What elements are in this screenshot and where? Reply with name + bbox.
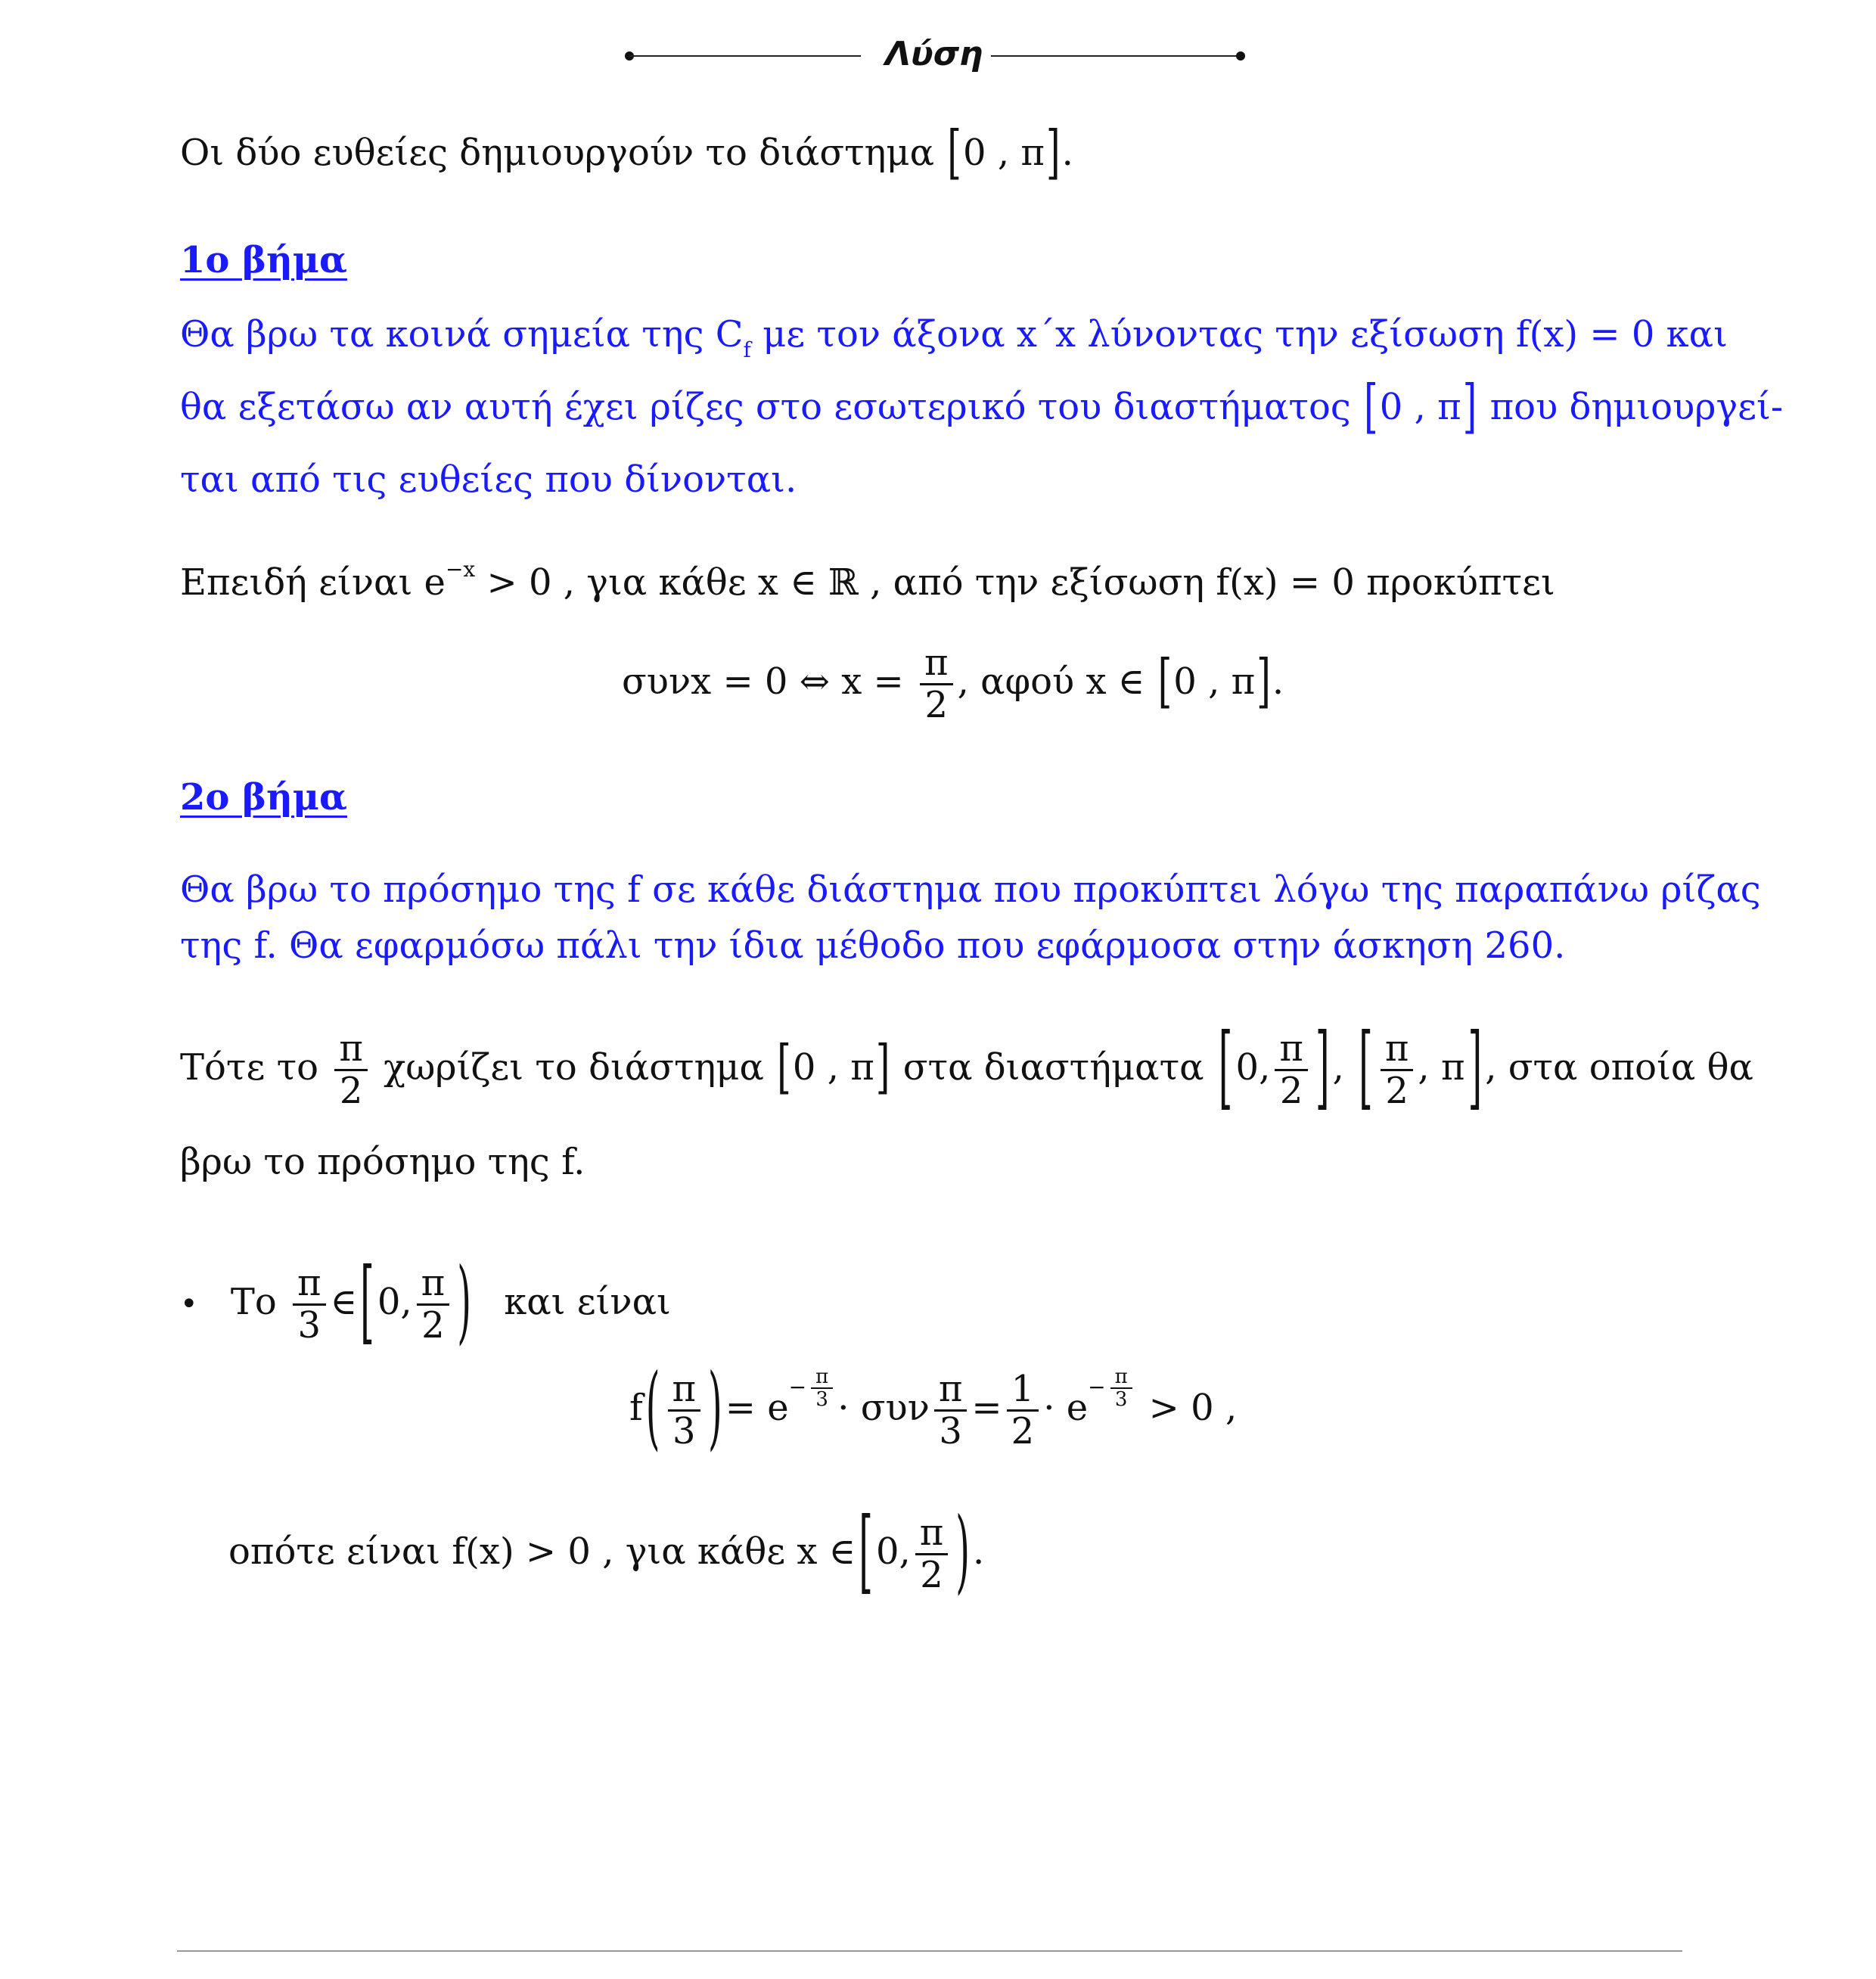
bracket-open: [ — [947, 119, 962, 187]
eq2-eq: = e — [725, 1386, 789, 1429]
header-right-dot — [1236, 51, 1245, 61]
bracket-open: [ — [859, 1498, 873, 1605]
then-a: Τότε το — [180, 1045, 319, 1089]
intro-interval: 0 , π — [963, 132, 1045, 174]
interval2-pi: , π — [1418, 1045, 1465, 1089]
step1-line2-b: που δημιουργεί- — [1489, 386, 1784, 428]
then-line — [180, 1014, 1753, 1120]
eq1-a: συνx = 0 ⇔ x = — [622, 660, 904, 703]
interval2-num: π — [1381, 1029, 1414, 1071]
since-sup: −x — [445, 557, 476, 582]
paren-open: ( — [645, 1354, 660, 1461]
bullet-a: Το — [230, 1280, 277, 1323]
eq2-syn-num: π — [934, 1369, 968, 1412]
interval1-fraction — [1275, 1029, 1308, 1111]
paren-close: ) — [955, 1498, 971, 1605]
eq1-interval: 0 , π — [1173, 660, 1256, 703]
intro-line — [180, 119, 1073, 187]
step1-line3: ται από τις ευθείες που δίνονται. — [180, 458, 797, 501]
interval2-fraction — [1381, 1029, 1414, 1111]
paren-close: ) — [708, 1354, 722, 1461]
bracket-open: [ — [1359, 1014, 1373, 1120]
bullet-in: ∈ — [330, 1280, 358, 1323]
bracket-close: ] — [1462, 373, 1477, 441]
bullet-zero: 0, — [377, 1280, 412, 1323]
step2-line2: της f. Θα εφαρμόσω πάλι την ίδια μέθοδο που εφάρμοσα στην άσκηση 260. — [180, 924, 1566, 967]
step1-line1-b: με τον άξονα x΄x λύνοντας την εξίσωση f(x) = 0 και — [750, 313, 1728, 356]
bullet-fraction-pi3 — [293, 1263, 326, 1346]
since-a: Επειδή είναι e — [180, 561, 446, 604]
then-interval: 0 , π — [792, 1045, 874, 1089]
so-line — [228, 1498, 985, 1605]
then-num: π — [334, 1029, 368, 1071]
bullet-num2: π — [417, 1263, 450, 1306]
so-zero: 0, — [875, 1530, 911, 1573]
bullet-den: 3 — [297, 1303, 321, 1347]
eq2-gt: > 0 , — [1148, 1386, 1238, 1429]
step2-heading: 2ο βήμα — [180, 776, 347, 819]
eq1-den: 2 — [924, 683, 949, 726]
eq1-fraction — [920, 643, 953, 725]
interval1-den: 2 — [1279, 1069, 1303, 1112]
interval1-zero: 0, — [1235, 1045, 1271, 1089]
eq2-fraction-syn — [934, 1369, 968, 1452]
paren-close: ) — [457, 1248, 471, 1355]
eq2-exp-minus: − — [788, 1374, 807, 1400]
intro-end: . — [1061, 132, 1073, 174]
bracket-close: ] — [1256, 647, 1271, 716]
footer-rule — [177, 1950, 1682, 1952]
eq2-dot-e: · e — [1043, 1386, 1089, 1429]
bullet-line — [180, 1248, 671, 1355]
then-den: 2 — [339, 1069, 363, 1112]
header-right-rule — [991, 55, 1241, 57]
equation-2 — [629, 1354, 1238, 1461]
step1-line2-a: θα εξετάσω αν αυτή έχει ρίζες στο εσωτερικό του διαστήματος — [180, 386, 1351, 428]
eq1-end: . — [1272, 660, 1284, 703]
eq2-two: 2 — [1011, 1409, 1035, 1452]
so-end: . — [973, 1530, 985, 1573]
eq2-dot-syn: · συν — [837, 1386, 930, 1429]
eq2-fraction-pi3 — [668, 1369, 701, 1452]
eq2-f: f — [629, 1386, 643, 1429]
step1-line1 — [180, 310, 1728, 364]
equation-1 — [622, 643, 1284, 725]
bullet-num: π — [293, 1263, 326, 1306]
bracket-close: ] — [1045, 119, 1061, 187]
step1-line1-a: Θα βρω τα κοινά σημεία της C — [180, 313, 744, 356]
bullet-b: και είναι — [504, 1280, 671, 1323]
step1-heading: 1ο βήμα — [180, 239, 347, 281]
eq2-exp2-num: π — [1110, 1366, 1132, 1390]
then-comma: , — [1332, 1045, 1344, 1089]
eq2-exp-num: π — [811, 1366, 833, 1390]
eq2-fraction-half — [1007, 1369, 1039, 1452]
step2-line1: Θα βρω το πρόσημο της f σε κάθε διάστημα που προκύπτει λόγω της παραπάνω ρίζας — [180, 868, 1761, 911]
bracket-open: [ — [1364, 373, 1378, 441]
eq2-den: 3 — [672, 1409, 696, 1452]
solution-title: Λύση — [885, 35, 983, 73]
since-b: > 0 , για κάθε x ∈ ℝ , από την εξίσωση f(x) = 0 προκύπτει — [475, 561, 1555, 604]
bullet-fraction-pi2 — [417, 1263, 450, 1346]
intro-text: Οι δύο ευθείες δημιουργούν το διάστημα — [180, 132, 935, 174]
eq2-eq2: = — [971, 1386, 1002, 1429]
then-line2: βρω το πρόσημο της f. — [180, 1141, 585, 1183]
then-fraction — [334, 1029, 368, 1111]
eq1-b: , αφού x ∈ — [957, 660, 1145, 703]
so-num: π — [915, 1513, 949, 1555]
so-fraction — [915, 1513, 949, 1595]
then-b: χωρίζει το διάστημα — [384, 1045, 764, 1089]
bracket-close: ] — [1468, 1014, 1483, 1120]
bracket-open: [ — [777, 1033, 791, 1101]
since-line — [180, 558, 1555, 612]
eq2-one: 1 — [1007, 1369, 1039, 1412]
bullet-den2: 2 — [421, 1303, 445, 1347]
interval1-num: π — [1275, 1029, 1308, 1071]
eq2-syn-den: 3 — [939, 1409, 962, 1452]
so-a: οπότε είναι f(x) > 0 , για κάθε x ∈ — [228, 1530, 856, 1573]
eq2-exp2-den: 3 — [1114, 1388, 1128, 1412]
bracket-close: ] — [1315, 1014, 1330, 1120]
interval2-den: 2 — [1385, 1069, 1409, 1112]
bracket-open: [ — [1218, 1014, 1233, 1120]
eq2-exp-fraction — [811, 1366, 833, 1411]
then-c: στα διαστήματα — [902, 1045, 1204, 1089]
eq2-exp-den: 3 — [815, 1388, 828, 1412]
step1-line2 — [180, 373, 1784, 441]
bracket-close: ] — [875, 1033, 890, 1101]
step1-line2-interval: 0 , π — [1379, 386, 1461, 428]
eq2-exp2-minus: − — [1088, 1374, 1106, 1400]
bullet-mark: • — [180, 1286, 198, 1322]
step1-line1-sub: f — [743, 337, 751, 362]
bracket-open: [ — [1157, 647, 1172, 716]
eq2-exp2-fraction — [1110, 1366, 1132, 1411]
eq1-num: π — [920, 643, 953, 685]
then-d: , στα οποία θα — [1485, 1045, 1753, 1089]
eq2-num: π — [668, 1369, 701, 1412]
bracket-open: [ — [360, 1248, 374, 1355]
so-den: 2 — [920, 1553, 943, 1596]
header-left-rule — [629, 55, 861, 57]
